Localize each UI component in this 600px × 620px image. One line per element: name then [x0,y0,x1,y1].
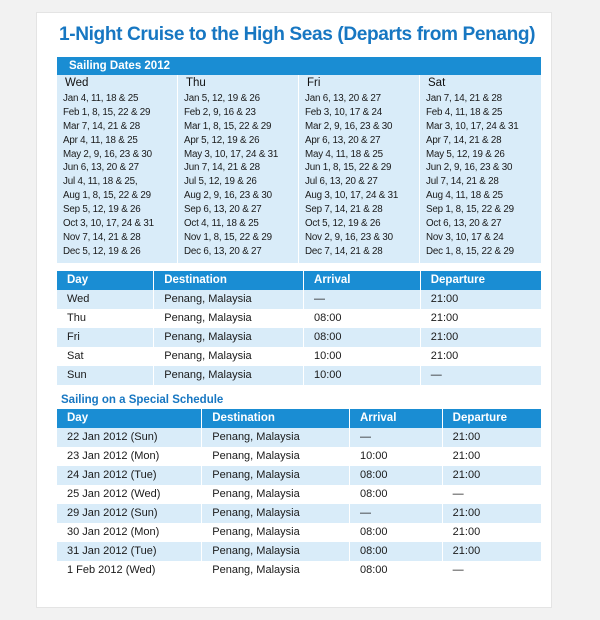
date-cell: Apr 6, 13, 20 & 27 [305,134,381,146]
cell-destination: Penang, Malaysia [154,328,304,347]
cell-arrival: 08:00 [304,309,421,328]
cell-arrival: — [349,504,442,523]
sailing-dates-col-fri [299,75,420,263]
cell-arrival: 10:00 [349,447,442,466]
table-row [57,542,541,561]
date-cell: Dec 5, 12, 19 & 26 [63,245,141,257]
date-cell: Oct 4, 11, 18 & 25 [184,218,259,230]
date-cell: Jan 5, 12, 19 & 26 [184,93,260,104]
cell-departure: 21:00 [442,466,541,485]
cell-departure: — [420,366,541,385]
page-title: 1-Night Cruise to the High Seas (Departs from Penang) [59,23,536,45]
table-row [57,366,541,385]
date-cell: Jun 1, 8, 15, 22 & 29 [305,162,392,174]
cell-departure: 21:00 [420,290,541,309]
cell-day: 31 Jan 2012 (Tue) [57,542,202,561]
col-header: Sat [428,77,446,89]
cell-arrival: 10:00 [304,366,421,385]
col-header-arrival: Arrival [349,409,442,428]
date-cell: Apr 5, 12, 19 & 26 [184,134,260,146]
date-cell: May 5, 12, 19 & 26 [426,148,505,160]
cell-departure: — [442,485,541,504]
cell-arrival: 08:00 [349,466,442,485]
sailing-dates-col-sat [420,75,541,263]
table-row [57,466,541,485]
cell-departure: 21:00 [442,428,541,447]
date-cell: Feb 3, 10, 17 & 24 [305,106,383,118]
table-row [57,428,541,447]
col-header-arrival: Arrival [304,271,421,290]
cell-destination: Penang, Malaysia [202,428,350,447]
cell-destination: Penang, Malaysia [154,309,304,328]
table-header-row [57,271,541,290]
cell-day: 25 Jan 2012 (Wed) [57,485,202,504]
date-cell: Dec 7, 14, 21 & 28 [305,245,383,257]
table-header-row [57,409,541,428]
special-schedule-table [57,409,541,580]
date-cell: Jun 6, 13, 20 & 27 [63,162,139,174]
date-cell: Aug 3, 10, 17, 24 & 31 [305,190,399,202]
date-cell: Apr 7, 14, 21 & 28 [426,134,502,146]
table-row [57,347,541,366]
date-cell: Apr 4, 11, 18 & 25 [63,134,138,146]
date-cell: Sep 1, 8, 15, 22 & 29 [426,204,514,216]
date-cell: Feb 4, 11, 18 & 25 [426,106,503,118]
date-cell: Dec 1, 8, 15, 22 & 29 [426,245,514,257]
cell-destination: Penang, Malaysia [202,447,350,466]
cell-arrival: 08:00 [349,542,442,561]
date-cell: Jan 7, 14, 21 & 28 [426,93,502,104]
date-cell: Sep 5, 12, 19 & 26 [63,204,141,216]
cell-arrival: 10:00 [304,347,421,366]
cell-destination: Penang, Malaysia [202,485,350,504]
date-cell: Nov 7, 14, 21 & 28 [63,231,141,243]
cell-departure: 21:00 [442,504,541,523]
date-cell: Mar 1, 8, 15, 22 & 29 [184,120,272,132]
cell-departure: 21:00 [420,328,541,347]
date-cell: Nov 2, 9, 16, 23 & 30 [305,231,393,243]
date-cell: Jul 6, 13, 20 & 27 [305,176,378,188]
date-cell: Aug 2, 9, 16, 23 & 30 [184,190,272,202]
cell-day: Thu [57,309,154,328]
cell-day: Wed [57,290,154,309]
date-cell: Jun 7, 14, 21 & 28 [184,162,260,174]
table-row [57,504,541,523]
table-row [57,309,541,328]
date-cell: Jan 4, 11, 18 & 25 [63,93,139,104]
sailing-dates-grid [57,75,541,263]
cell-departure: 21:00 [442,542,541,561]
date-cell: Jul 4, 11, 18 & 25, [63,176,138,188]
date-cell: Mar 2, 9, 16, 23 & 30 [305,120,393,132]
cell-destination: Penang, Malaysia [154,366,304,385]
cell-day: 1 Feb 2012 (Wed) [57,561,202,580]
cell-arrival: 08:00 [304,328,421,347]
special-schedule-heading: Sailing on a Special Schedule [61,393,224,406]
date-cell: Feb 2, 9, 16 & 23 [184,106,256,118]
table-row [57,523,541,542]
date-cell: Feb 1, 8, 15, 22 & 29 [63,106,151,118]
document-page [36,12,552,608]
date-cell: Dec 6, 13, 20 & 27 [184,245,262,257]
sailing-dates-band: Sailing Dates 2012 [57,57,541,75]
date-cell: Sep 6, 13, 20 & 27 [184,204,262,216]
date-cell: Oct 5, 12, 19 & 26 [305,218,381,230]
cell-arrival: — [304,290,421,309]
col-header-destination: Destination [154,271,304,290]
date-cell: Mar 3, 10, 17, 24 & 31 [426,120,519,132]
date-cell: Jul 5, 12, 19 & 26 [184,176,257,188]
date-cell: Jun 2, 9, 16, 23 & 30 [426,162,513,174]
cell-destination: Penang, Malaysia [154,290,304,309]
col-header-day: Day [57,409,202,428]
cell-day: 24 Jan 2012 (Tue) [57,466,202,485]
cell-departure: 21:00 [442,523,541,542]
cell-day: Sun [57,366,154,385]
sailing-dates-col-thu [178,75,299,263]
date-cell: May 3, 10, 17, 24 & 31 [184,148,279,160]
cell-day: Sat [57,347,154,366]
cell-departure: 21:00 [420,309,541,328]
date-cell: May 4, 11, 18 & 25 [305,148,383,160]
weekly-schedule-table [57,271,541,385]
col-header: Thu [186,77,206,89]
cell-arrival: 08:00 [349,485,442,504]
table-row [57,447,541,466]
cell-arrival: — [349,428,442,447]
date-cell: Jul 7, 14, 21 & 28 [426,176,499,188]
cell-departure: 21:00 [420,347,541,366]
table-row [57,561,541,580]
col-header: Fri [307,77,321,89]
cell-destination: Penang, Malaysia [202,504,350,523]
table-row [57,290,541,309]
table-row [57,485,541,504]
date-cell: Jan 6, 13, 20 & 27 [305,93,381,104]
cell-departure: 21:00 [442,447,541,466]
cell-arrival: 08:00 [349,561,442,580]
cell-destination: Penang, Malaysia [202,466,350,485]
cell-departure: — [442,561,541,580]
date-cell: Oct 3, 10, 17, 24 & 31 [63,218,154,230]
date-cell: May 2, 9, 16, 23 & 30 [63,148,152,160]
cell-destination: Penang, Malaysia [202,561,350,580]
table-row [57,328,541,347]
cell-day: Fri [57,328,154,347]
date-cell: Sep 7, 14, 21 & 28 [305,204,383,216]
cell-day: 22 Jan 2012 (Sun) [57,428,202,447]
cell-destination: Penang, Malaysia [202,523,350,542]
cell-arrival: 08:00 [349,523,442,542]
sailing-dates-col-wed [57,75,178,263]
date-cell: Oct 6, 13, 20 & 27 [426,218,502,230]
col-header-departure: Departure [442,409,541,428]
col-header: Wed [65,77,89,89]
cell-destination: Penang, Malaysia [202,542,350,561]
col-header-departure: Departure [420,271,541,290]
cell-day: 29 Jan 2012 (Sun) [57,504,202,523]
date-cell: Aug 1, 8, 15, 22 & 29 [63,190,151,202]
cell-destination: Penang, Malaysia [154,347,304,366]
cell-day: 23 Jan 2012 (Mon) [57,447,202,466]
date-cell: Nov 1, 8, 15, 22 & 29 [184,231,272,243]
date-cell: Mar 7, 14, 21 & 28 [63,120,140,132]
col-header-destination: Destination [202,409,350,428]
date-cell: Nov 3, 10, 17 & 24 [426,231,504,243]
cell-day: 30 Jan 2012 (Mon) [57,523,202,542]
date-cell: Aug 4, 11, 18 & 25 [426,190,503,202]
col-header-day: Day [57,271,154,290]
